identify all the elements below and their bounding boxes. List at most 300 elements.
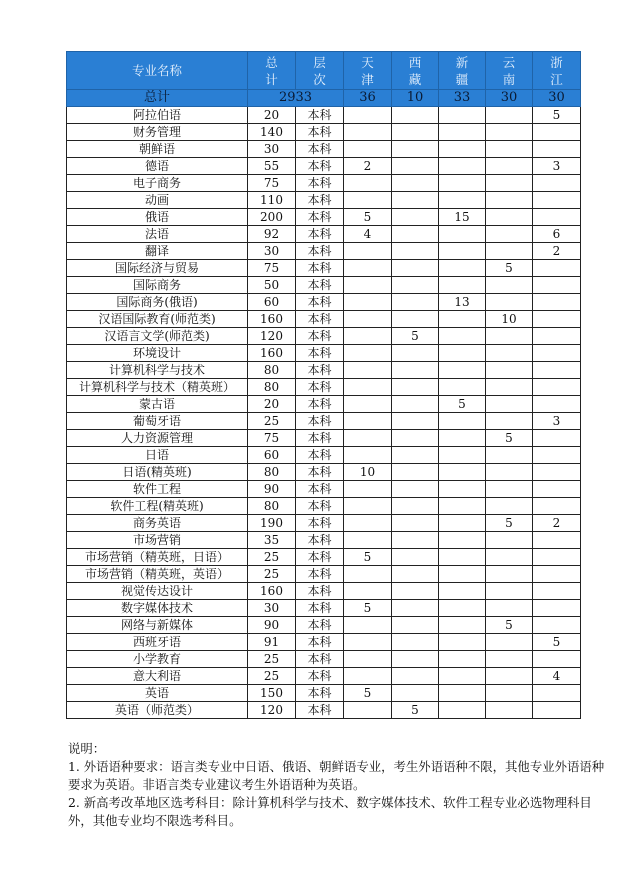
total-cell: 20 (248, 107, 296, 124)
major-cell: 市场营销（精英班，英语） (67, 566, 248, 583)
province-cell: 5 (392, 328, 439, 345)
province-cell (533, 124, 581, 141)
province-cell (486, 447, 533, 464)
total-label: 总计 (67, 90, 248, 107)
total-province: 10 (392, 90, 439, 107)
province-cell (392, 277, 439, 294)
province-cell (439, 617, 486, 634)
header-province: 天津 (344, 52, 392, 90)
level-cell: 本科 (296, 549, 344, 566)
province-cell (344, 566, 392, 583)
province-cell: 5 (533, 107, 581, 124)
province-cell (486, 107, 533, 124)
province-cell: 5 (439, 396, 486, 413)
province-cell (533, 447, 581, 464)
total-cell: 80 (248, 464, 296, 481)
province-cell (344, 124, 392, 141)
province-cell: 5 (486, 617, 533, 634)
total-cell: 110 (248, 192, 296, 209)
major-cell: 英语 (67, 685, 248, 702)
level-cell: 本科 (296, 345, 344, 362)
province-cell (486, 566, 533, 583)
major-cell: 法语 (67, 226, 248, 243)
table-row (67, 328, 581, 345)
table-row (67, 498, 581, 515)
province-cell (344, 532, 392, 549)
table-row (67, 107, 581, 124)
province-cell: 5 (533, 634, 581, 651)
province-cell (486, 549, 533, 566)
province-cell (439, 498, 486, 515)
province-cell (392, 396, 439, 413)
province-cell (486, 634, 533, 651)
province-cell (344, 379, 392, 396)
province-cell (533, 583, 581, 600)
province-cell: 10 (486, 311, 533, 328)
province-cell: 3 (533, 158, 581, 175)
level-cell: 本科 (296, 651, 344, 668)
province-cell (533, 464, 581, 481)
table-row (67, 651, 581, 668)
table-row (67, 124, 581, 141)
header-major: 专业名称 (67, 52, 248, 90)
major-cell: 网络与新媒体 (67, 617, 248, 634)
province-cell (392, 600, 439, 617)
province-cell (533, 345, 581, 362)
level-cell: 本科 (296, 430, 344, 447)
province-cell (486, 668, 533, 685)
province-cell (486, 345, 533, 362)
province-cell (439, 379, 486, 396)
table-row (67, 685, 581, 702)
total-cell: 55 (248, 158, 296, 175)
province-cell (533, 600, 581, 617)
notes (68, 740, 608, 830)
province-cell (344, 345, 392, 362)
province-cell (392, 294, 439, 311)
header-province: 浙江 (533, 52, 581, 90)
total-cell: 92 (248, 226, 296, 243)
level-cell: 本科 (296, 141, 344, 158)
level-cell: 本科 (296, 294, 344, 311)
province-cell (439, 328, 486, 345)
province-cell (439, 141, 486, 158)
province-cell (439, 311, 486, 328)
province-cell (439, 345, 486, 362)
province-cell (486, 685, 533, 702)
province-cell: 5 (486, 260, 533, 277)
table-row (67, 294, 581, 311)
province-cell (486, 464, 533, 481)
province-cell (344, 328, 392, 345)
major-cell: 国际商务 (67, 277, 248, 294)
table-row (67, 396, 581, 413)
level-cell: 本科 (296, 362, 344, 379)
province-cell (533, 311, 581, 328)
major-cell: 动画 (67, 192, 248, 209)
province-cell (486, 413, 533, 430)
total-cell: 90 (248, 481, 296, 498)
province-cell (439, 243, 486, 260)
table-row (67, 243, 581, 260)
province-cell (439, 175, 486, 192)
province-cell: 3 (533, 413, 581, 430)
province-cell (392, 107, 439, 124)
major-cell: 人力资源管理 (67, 430, 248, 447)
level-cell: 本科 (296, 413, 344, 430)
province-cell (439, 668, 486, 685)
total-row (67, 90, 581, 107)
province-cell (486, 209, 533, 226)
province-cell (344, 583, 392, 600)
header-province: 西藏 (392, 52, 439, 90)
province-cell (392, 379, 439, 396)
province-cell (486, 362, 533, 379)
major-cell: 蒙古语 (67, 396, 248, 413)
province-cell (533, 362, 581, 379)
table-body (67, 107, 581, 719)
province-cell (533, 617, 581, 634)
province-cell (392, 651, 439, 668)
table-row (67, 362, 581, 379)
province-cell (486, 379, 533, 396)
province-cell (439, 260, 486, 277)
province-cell (533, 260, 581, 277)
total-province: 30 (486, 90, 533, 107)
province-cell (392, 141, 439, 158)
province-cell (344, 277, 392, 294)
province-cell (439, 702, 486, 719)
level-cell: 本科 (296, 617, 344, 634)
province-cell (392, 481, 439, 498)
total-cell: 75 (248, 260, 296, 277)
province-cell (439, 413, 486, 430)
total-cell: 200 (248, 209, 296, 226)
province-cell (392, 345, 439, 362)
province-cell: 5 (392, 702, 439, 719)
province-cell (486, 175, 533, 192)
province-cell (392, 498, 439, 515)
table-row (67, 345, 581, 362)
province-cell (439, 651, 486, 668)
table-row (67, 175, 581, 192)
province-cell (392, 685, 439, 702)
level-cell: 本科 (296, 107, 344, 124)
major-cell: 日语 (67, 447, 248, 464)
province-cell (533, 277, 581, 294)
total-cell: 75 (248, 175, 296, 192)
table-row (67, 515, 581, 532)
total-cell: 160 (248, 345, 296, 362)
major-cell: 意大利语 (67, 668, 248, 685)
province-cell (533, 294, 581, 311)
notes-item-2: 2. 新高考改革地区选考科目：除计算机科学与技术、数字媒体技术、软件工程专业必选物理科目外，其他专业均不限选考科目。 (68, 795, 592, 828)
level-cell: 本科 (296, 311, 344, 328)
province-cell (439, 532, 486, 549)
level-cell: 本科 (296, 600, 344, 617)
province-cell (344, 192, 392, 209)
province-cell: 15 (439, 209, 486, 226)
province-cell (439, 549, 486, 566)
province-cell (533, 685, 581, 702)
province-cell: 10 (344, 464, 392, 481)
level-cell: 本科 (296, 447, 344, 464)
level-cell: 本科 (296, 175, 344, 192)
province-cell (344, 141, 392, 158)
province-cell (392, 192, 439, 209)
table-row (67, 702, 581, 719)
major-cell: 翻译 (67, 243, 248, 260)
major-cell: 财务管理 (67, 124, 248, 141)
total-cell: 90 (248, 617, 296, 634)
total-cell: 25 (248, 549, 296, 566)
total-province: 36 (344, 90, 392, 107)
total-cell: 190 (248, 515, 296, 532)
major-cell: 日语(精英班) (67, 464, 248, 481)
province-cell (486, 158, 533, 175)
province-cell (486, 277, 533, 294)
level-cell: 本科 (296, 260, 344, 277)
province-cell (439, 583, 486, 600)
province-cell (392, 124, 439, 141)
total-cell: 80 (248, 498, 296, 515)
province-cell (533, 430, 581, 447)
province-cell (533, 702, 581, 719)
province-cell (344, 651, 392, 668)
table-row (67, 413, 581, 430)
total-cell: 30 (248, 600, 296, 617)
province-cell (344, 447, 392, 464)
level-cell: 本科 (296, 277, 344, 294)
total-cell: 150 (248, 685, 296, 702)
province-cell (392, 158, 439, 175)
major-cell: 英语（师范类） (67, 702, 248, 719)
table-row (67, 379, 581, 396)
province-cell (486, 294, 533, 311)
total-cell: 140 (248, 124, 296, 141)
total-cell: 60 (248, 294, 296, 311)
province-cell (486, 651, 533, 668)
level-cell: 本科 (296, 702, 344, 719)
total-province: 30 (533, 90, 581, 107)
province-cell (344, 481, 392, 498)
province-cell (439, 515, 486, 532)
table-row (67, 209, 581, 226)
province-cell (486, 192, 533, 209)
major-cell: 朝鲜语 (67, 141, 248, 158)
header-province: 新疆 (439, 52, 486, 90)
province-cell (439, 685, 486, 702)
level-cell: 本科 (296, 226, 344, 243)
level-cell: 本科 (296, 532, 344, 549)
province-cell (392, 464, 439, 481)
province-cell (533, 396, 581, 413)
province-cell (392, 668, 439, 685)
level-cell: 本科 (296, 583, 344, 600)
major-cell: 软件工程(精英班) (67, 498, 248, 515)
province-cell (439, 158, 486, 175)
table-row (67, 311, 581, 328)
province-cell (392, 430, 439, 447)
level-cell: 本科 (296, 481, 344, 498)
province-cell: 5 (344, 209, 392, 226)
province-cell: 4 (533, 668, 581, 685)
total-cell: 30 (248, 243, 296, 260)
province-cell (533, 532, 581, 549)
province-cell (533, 549, 581, 566)
province-cell (392, 617, 439, 634)
province-cell (439, 481, 486, 498)
major-cell: 计算机科学与技术 (67, 362, 248, 379)
total-cell: 120 (248, 702, 296, 719)
major-cell: 市场营销 (67, 532, 248, 549)
table-row (67, 464, 581, 481)
level-cell: 本科 (296, 515, 344, 532)
province-cell (392, 260, 439, 277)
major-cell: 视觉传达设计 (67, 583, 248, 600)
major-cell: 环境设计 (67, 345, 248, 362)
province-cell (344, 294, 392, 311)
level-cell: 本科 (296, 668, 344, 685)
header-row (67, 52, 581, 90)
province-cell (486, 243, 533, 260)
level-cell: 本科 (296, 634, 344, 651)
major-cell: 小学教育 (67, 651, 248, 668)
major-cell: 汉语言文学(师范类) (67, 328, 248, 345)
level-cell: 本科 (296, 566, 344, 583)
province-cell (392, 243, 439, 260)
major-cell: 软件工程 (67, 481, 248, 498)
level-cell: 本科 (296, 192, 344, 209)
enrollment-table (66, 51, 581, 719)
province-cell (392, 532, 439, 549)
province-cell (344, 107, 392, 124)
table-row (67, 549, 581, 566)
province-cell: 6 (533, 226, 581, 243)
province-cell (486, 396, 533, 413)
total-cell: 80 (248, 379, 296, 396)
major-cell: 国际商务(俄语) (67, 294, 248, 311)
total-cell: 50 (248, 277, 296, 294)
total-cell: 25 (248, 651, 296, 668)
table-row (67, 192, 581, 209)
table-row (67, 158, 581, 175)
province-cell: 5 (344, 600, 392, 617)
total-cell: 160 (248, 583, 296, 600)
province-cell (392, 209, 439, 226)
province-cell: 5 (486, 515, 533, 532)
province-cell (344, 243, 392, 260)
province-cell (486, 702, 533, 719)
province-cell (533, 175, 581, 192)
province-cell: 5 (344, 685, 392, 702)
province-cell (392, 447, 439, 464)
major-cell: 俄语 (67, 209, 248, 226)
province-cell: 2 (533, 515, 581, 532)
province-cell (392, 583, 439, 600)
province-cell (486, 481, 533, 498)
province-cell (439, 464, 486, 481)
total-province: 33 (439, 90, 486, 107)
level-cell: 本科 (296, 396, 344, 413)
table-row (67, 634, 581, 651)
province-cell: 5 (486, 430, 533, 447)
total-cell: 35 (248, 532, 296, 549)
province-cell (392, 515, 439, 532)
table-row (67, 260, 581, 277)
major-cell: 数字媒体技术 (67, 600, 248, 617)
table-row (67, 226, 581, 243)
notes-title: 说明： (68, 741, 106, 756)
total-cell: 120 (248, 328, 296, 345)
province-cell (439, 277, 486, 294)
province-cell (344, 515, 392, 532)
province-cell (439, 124, 486, 141)
level-cell: 本科 (296, 209, 344, 226)
province-cell (344, 311, 392, 328)
total-cell: 25 (248, 668, 296, 685)
province-cell (533, 566, 581, 583)
province-cell (486, 600, 533, 617)
table-row (67, 600, 581, 617)
province-cell (392, 226, 439, 243)
province-cell (486, 498, 533, 515)
major-cell: 商务英语 (67, 515, 248, 532)
province-cell: 4 (344, 226, 392, 243)
province-cell (533, 141, 581, 158)
major-cell: 电子商务 (67, 175, 248, 192)
province-cell (392, 566, 439, 583)
province-cell (439, 600, 486, 617)
province-cell (533, 651, 581, 668)
major-cell: 阿拉伯语 (67, 107, 248, 124)
province-cell (533, 379, 581, 396)
table-row (67, 481, 581, 498)
major-cell: 葡萄牙语 (67, 413, 248, 430)
province-cell (533, 209, 581, 226)
total-value: 2933 (248, 90, 344, 107)
total-cell: 25 (248, 413, 296, 430)
province-cell (533, 498, 581, 515)
table-row (67, 566, 581, 583)
level-cell: 本科 (296, 379, 344, 396)
header-province: 云南 (486, 52, 533, 90)
province-cell (439, 362, 486, 379)
province-cell (344, 634, 392, 651)
major-cell: 西班牙语 (67, 634, 248, 651)
province-cell (392, 549, 439, 566)
province-cell: 5 (344, 549, 392, 566)
table-row (67, 532, 581, 549)
table-row (67, 668, 581, 685)
province-cell (439, 107, 486, 124)
table-row (67, 447, 581, 464)
province-cell (439, 192, 486, 209)
major-cell: 德语 (67, 158, 248, 175)
level-cell: 本科 (296, 328, 344, 345)
major-cell: 国际经济与贸易 (67, 260, 248, 277)
province-cell (486, 141, 533, 158)
province-cell (392, 634, 439, 651)
major-cell: 汉语国际教育(师范类) (67, 311, 248, 328)
province-cell (344, 617, 392, 634)
province-cell (392, 413, 439, 430)
province-cell: 13 (439, 294, 486, 311)
total-cell: 20 (248, 396, 296, 413)
province-cell (439, 566, 486, 583)
province-cell (533, 328, 581, 345)
total-cell: 60 (248, 447, 296, 464)
